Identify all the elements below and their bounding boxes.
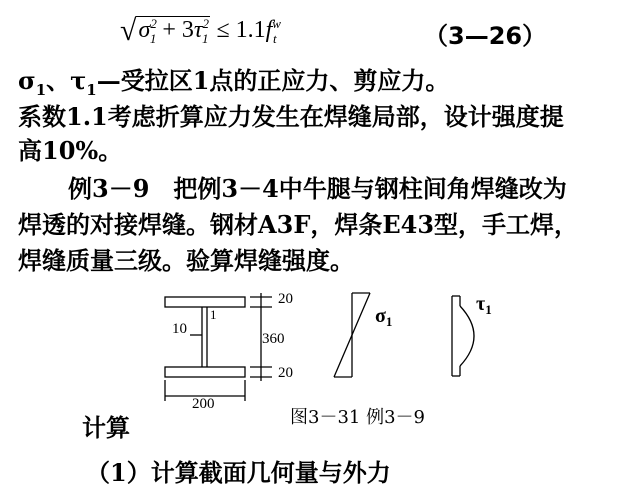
dim-web-thickness-label: 10 xyxy=(172,321,187,337)
relation: ≤ 1.1 xyxy=(210,17,266,43)
example-heading-line: 例3－9 把例3－4中牛腿与钢柱间角焊缝改为 xyxy=(68,174,567,203)
text-line-5: 焊透的对接焊缝。钢材A3F，焊条E43型，手工焊， xyxy=(18,210,579,239)
text-line-6: 焊缝质量三级。验算焊缝强度。 xyxy=(18,246,354,275)
tau-label-sub: 1 xyxy=(485,302,492,317)
figure-caption: 图3－31 例3－9 xyxy=(290,407,425,428)
text-line-2: 系数1.1考虑折算应力发生在焊缝局部，设计强度提 xyxy=(18,102,564,131)
f-subscript: t xyxy=(272,30,277,46)
point-1-label: 1 xyxy=(210,307,217,322)
dim-web-height-label: 360 xyxy=(262,331,285,347)
separator: 、 xyxy=(46,66,71,95)
tau-label-symbol: τ xyxy=(476,293,486,315)
tau-inline-sub: 1 xyxy=(86,80,97,99)
f-symbol: f xyxy=(265,17,273,43)
tau-label xyxy=(476,293,492,317)
line1-rest: —受拉区1点的正应力、剪应力。 xyxy=(96,66,450,95)
tau-curve xyxy=(460,306,474,366)
sigma-subscript: 1 xyxy=(149,30,157,46)
sigma-label-symbol: σ xyxy=(375,305,386,327)
sigma-symbol: σ xyxy=(138,17,151,43)
sigma-stress-diagram xyxy=(334,293,370,377)
sigma-inline-sub: 1 xyxy=(35,80,47,99)
text-line-3: 高10%。 xyxy=(18,136,123,165)
dim-width-label: 200 xyxy=(192,396,215,412)
plus-three: + 3 xyxy=(156,17,194,43)
dim-top-flange-label: 20 xyxy=(278,291,293,307)
step-1-heading: （1）计算截面几何量与外力 xyxy=(86,458,391,487)
tau-subscript: 1 xyxy=(201,30,209,46)
calc-heading: 计算 xyxy=(82,413,130,442)
sigma-label-sub: 1 xyxy=(385,314,393,329)
sigma-exponent: 2 xyxy=(150,16,157,31)
f-superscript: w xyxy=(272,16,281,31)
i-section xyxy=(165,293,272,401)
tau-exponent: 2 xyxy=(202,16,209,31)
tau-symbol: τ xyxy=(193,17,203,43)
sigma-label xyxy=(375,305,392,329)
sigma-inline: σ xyxy=(18,66,36,95)
tau-stress-diagram xyxy=(452,296,474,376)
tau-inline: τ xyxy=(70,66,87,95)
equation-number: （3—26） xyxy=(424,22,547,50)
dim-bottom-flange-label: 20 xyxy=(278,365,293,381)
bottom-flange xyxy=(165,367,245,377)
sqrt-sign: √ xyxy=(120,14,137,47)
top-flange xyxy=(165,297,245,307)
